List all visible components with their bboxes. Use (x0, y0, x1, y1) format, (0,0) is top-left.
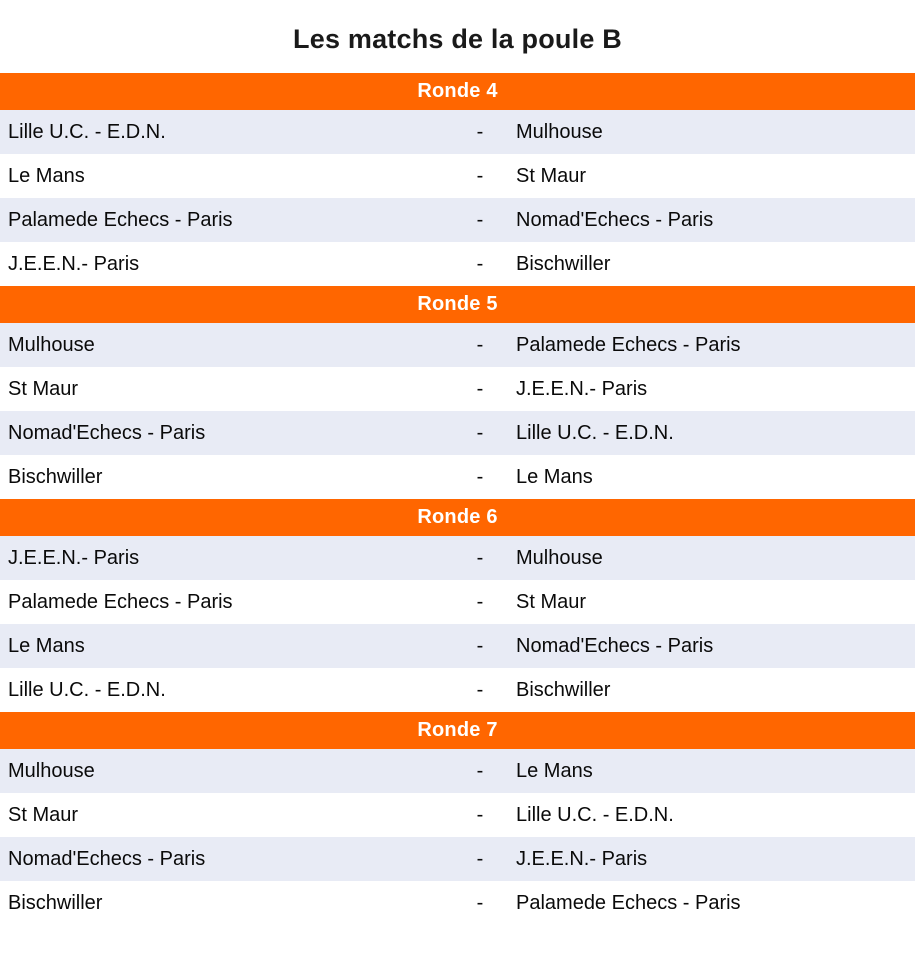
versus-separator: - (476, 634, 484, 657)
away-team: St Maur (516, 164, 587, 187)
table-row (0, 580, 915, 624)
versus-separator: - (476, 164, 484, 187)
page-title: Les matchs de la poule B (293, 24, 622, 54)
versus-separator: - (476, 208, 484, 231)
versus-separator: - (476, 891, 484, 914)
table-row (0, 455, 915, 499)
home-team: Nomad'Echecs - Paris (8, 421, 206, 444)
home-team: Lille U.C. - E.D.N. (8, 678, 166, 701)
table-row (0, 154, 915, 198)
versus-separator: - (476, 847, 484, 870)
rounds-table (0, 73, 915, 925)
table-row (0, 837, 915, 881)
home-team: Mulhouse (8, 759, 95, 782)
away-team: Mulhouse (516, 546, 603, 569)
away-team: Nomad'Echecs - Paris (516, 634, 714, 657)
away-team: J.E.E.N.- Paris (516, 847, 648, 870)
away-team: Bischwiller (516, 252, 611, 275)
away-team: Bischwiller (516, 678, 611, 701)
home-team: Le Mans (8, 634, 85, 657)
away-team: Palamede Echecs - Paris (516, 891, 741, 914)
away-team: Mulhouse (516, 120, 603, 143)
home-team: Nomad'Echecs - Paris (8, 847, 206, 870)
table-row (0, 749, 915, 793)
home-team: Mulhouse (8, 333, 95, 356)
round-header: Ronde 4 (0, 73, 915, 110)
table-row (0, 323, 915, 367)
home-team: Palamede Echecs - Paris (8, 208, 233, 231)
table-row (0, 624, 915, 668)
home-team: Palamede Echecs - Paris (8, 590, 233, 613)
versus-separator: - (476, 590, 484, 613)
away-team: Le Mans (516, 759, 593, 782)
table-row (0, 367, 915, 411)
home-team: J.E.E.N.- Paris (8, 252, 140, 275)
home-team: J.E.E.N.- Paris (8, 546, 140, 569)
away-team: Palamede Echecs - Paris (516, 333, 741, 356)
versus-separator: - (476, 120, 484, 143)
table-row (0, 536, 915, 580)
table-row (0, 242, 915, 286)
versus-separator: - (476, 333, 484, 356)
versus-separator: - (476, 252, 484, 275)
round-header: Ronde 5 (0, 286, 915, 323)
home-team: Le Mans (8, 164, 85, 187)
home-team: St Maur (8, 377, 79, 400)
home-team: Lille U.C. - E.D.N. (8, 120, 166, 143)
away-team: Lille U.C. - E.D.N. (516, 803, 674, 826)
table-row (0, 198, 915, 242)
versus-separator: - (476, 678, 484, 701)
versus-separator: - (476, 421, 484, 444)
versus-separator: - (476, 759, 484, 782)
round-header: Ronde 6 (0, 499, 915, 536)
away-team: St Maur (516, 590, 587, 613)
home-team: St Maur (8, 803, 79, 826)
versus-separator: - (476, 377, 484, 400)
round-header: Ronde 7 (0, 712, 915, 749)
table-row (0, 881, 915, 925)
versus-separator: - (476, 546, 484, 569)
table-row (0, 793, 915, 837)
away-team: Le Mans (516, 465, 593, 488)
away-team: Nomad'Echecs - Paris (516, 208, 714, 231)
versus-separator: - (476, 465, 484, 488)
home-team: Bischwiller (8, 465, 103, 488)
away-team: J.E.E.N.- Paris (516, 377, 648, 400)
versus-separator: - (476, 803, 484, 826)
table-row (0, 411, 915, 455)
table-row (0, 110, 915, 154)
away-team: Lille U.C. - E.D.N. (516, 421, 674, 444)
table-row (0, 668, 915, 712)
home-team: Bischwiller (8, 891, 103, 914)
